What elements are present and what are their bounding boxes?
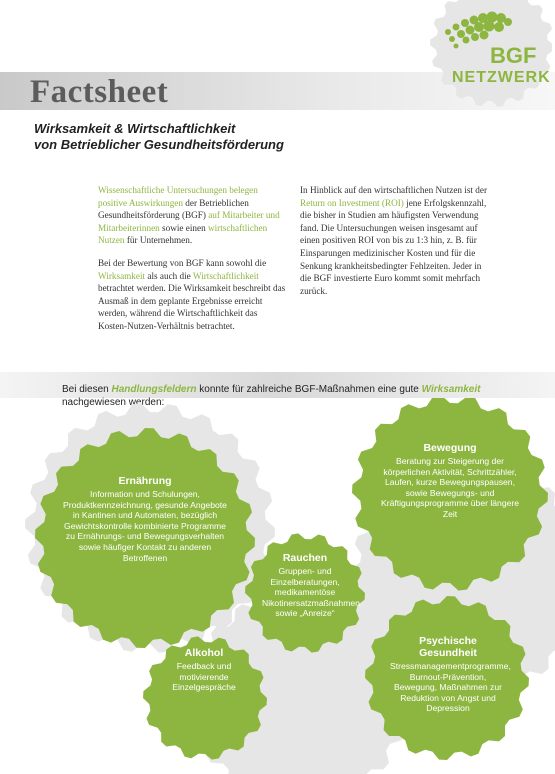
subtitle-line-1: Wirksamkeit & Wirtschaftlichkeit — [34, 121, 236, 136]
highlight-text: wirtschaftlichen Nutzen — [98, 222, 268, 246]
highlight-text: auf Mitarbeiter und Mitarbeiterinnen — [98, 210, 280, 233]
body-text: für Unternehmen. — [124, 235, 193, 246]
bgf-netzwerk-logo — [382, 0, 552, 110]
highlight-text: Wirksamkeit — [421, 384, 481, 395]
right-paragraph-1 — [300, 184, 490, 297]
right-text-column — [300, 184, 490, 307]
body-text: betrachtet werden. Die Wirksamkeit beschreibt das Ausmaß in dem geplante Ergebnisse erreicht werden, während die Wirtschaftlichkeit das Kosten-Nutzen-Verhältnis betrachtet. — [98, 283, 286, 331]
gear-rauchen-title: Rauchen — [282, 552, 328, 564]
gear-bewegung-body: Beratung zur Steigerung der körperlichen Aktivität, Schrittzähler, Laufen, kurze Bewegungspausen, sowie Bewegungs- und Kräftigungsprogramme über längere Zeit — [380, 456, 520, 519]
gear-rauchen-body: Gruppen- und Einzelberatungen, medikamentöse Nikotinersatzmaßnahmen sowie „Anreize“ — [262, 566, 360, 619]
body-text: sowie einen — [159, 222, 208, 233]
highlight-text: Return on Investment (ROI) — [300, 197, 404, 208]
body-text: der Betrieblichen Gesundheitsförderung (BGF) — [98, 197, 249, 221]
body-text: als auch die — [145, 270, 193, 281]
highlight-text: Wirtschaftlichkeit — [192, 270, 259, 281]
body-text: In Hinblick auf den wirtschaftlichen Nutzen ist der — [300, 185, 488, 195]
body-text: nachgewiesen werden: — [62, 397, 165, 408]
body-text: jene Erfolgskennzahl, die bisher in Studien am häufigsten Verwendung fand. Die Untersuchungen weisen insgesamt auf einen positiven ROI von bis zu 1:3 hin, z. B. für Einsparungen medizinischer Kosten und für die Senkung krankheitsbedingter Fehlzeiten. Jeder in die BGF investierte Euro kommt somit mehrfach zurück. — [300, 197, 487, 296]
gear-alkohol-body: Feedback und motivierende Einzelgespräche — [172, 661, 236, 693]
gear-alkohol — [160, 647, 248, 693]
page-title: Factsheet — [30, 74, 169, 110]
gear-ernaehrung-title: Ernährung — [118, 475, 172, 487]
left-text-column — [98, 184, 288, 343]
body-text: Bei der Bewertung von BGF kann sowohl die — [98, 257, 267, 268]
gear-ernaehrung-body: Information und Schulungen, Produktkennzeichnung, gesunde Angebote in Kantinen und Automaten, bezüglich Gewichtskontrolle kombinierte Programme zu Ernährungs- und Bewegungsverhalten sowie häufiger Kontakt zu anderen Betroffenen — [63, 489, 227, 563]
gear-rauchen — [262, 552, 360, 619]
highlight-text: Wirksamkeit — [98, 270, 146, 281]
svg-text:BGF: BGF — [490, 43, 537, 68]
gear-dots-logo-icon — [382, 0, 552, 110]
gear-psyche-body: Stressmanagementprogramme, Burnout-Prävention, Bewegung, Maßnahmen zur Reduktion von Angst und Depression — [390, 661, 511, 714]
body-text: konnte für zahlreiche BGF-Maßnahmen eine gute — [196, 384, 422, 395]
left-paragraph-1 — [98, 184, 288, 247]
gear-psyche-title: Psychische Gesundheit — [419, 635, 477, 659]
body-text: Bei diesen — [62, 384, 112, 395]
svg-text:NETZWERK: NETZWERK — [452, 69, 551, 86]
gear-alkohol-title: Alkohol — [184, 647, 224, 659]
highlight-text: Handlungsfeldern — [111, 384, 197, 395]
left-paragraph-2 — [98, 257, 288, 333]
gear-psyche — [390, 635, 511, 714]
gear-bewegung-title: Bewegung — [423, 442, 477, 454]
gear-bewegung — [380, 442, 520, 520]
highlight-text: Wissenschaftliche Untersuchungen belegen positive Auswirkungen — [98, 185, 258, 208]
subtitle-line-2: von Betrieblicher Gesundheitsförderung — [34, 137, 284, 152]
gear-ernaehrung — [60, 475, 230, 563]
